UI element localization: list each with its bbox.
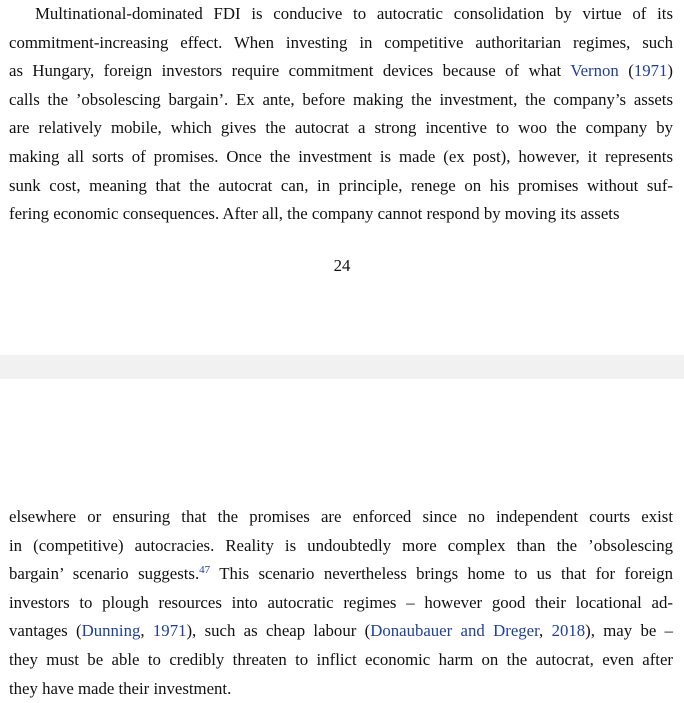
citation-link[interactable]: 1971 xyxy=(152,621,187,641)
paragraph-bottom-line xyxy=(9,503,673,532)
citation-link[interactable]: 2018 xyxy=(551,621,586,641)
text-run: ( xyxy=(618,61,634,81)
citation-link[interactable]: Vernon xyxy=(570,61,619,81)
footnote-marker[interactable]: 47 xyxy=(199,564,211,577)
text-run: This scenario nevertheless brings home to us that for foreign xyxy=(210,564,673,584)
text-run: investors to plough resources into autocratic regimes – however good their locational ad- xyxy=(9,592,673,612)
text-run: ), may be – xyxy=(585,621,674,641)
text-run: as Hungary, foreign investors require commitment devices because of what xyxy=(9,61,571,81)
paragraph-bottom-line xyxy=(9,532,673,561)
text-run: calls the ’obsolescing bargain’. Ex ante, before making the investment, the company’s assets xyxy=(9,89,673,109)
citation-link[interactable]: Dunning xyxy=(81,621,141,641)
text-run: , xyxy=(140,621,153,641)
text-run: they have made their investment. xyxy=(9,678,232,698)
text-run: Multinational-dominated FDI is conducive to autocratic consolidation by virtue of its xyxy=(35,4,673,23)
citation-link[interactable]: 1971 xyxy=(633,61,668,81)
text-run: elsewhere or ensuring that the promises are enforced since no independent courts exist xyxy=(9,507,673,526)
text-run: fering economic consequences. After all, the company cannot respond by moving its assets xyxy=(9,204,620,224)
text-run: in (competitive) autocracies. Reality is undoubtedly more complex than the ’obsolescing xyxy=(9,535,673,555)
page-number: 24 xyxy=(333,256,351,275)
paragraph-bottom-line xyxy=(9,560,673,589)
paragraph-bottom xyxy=(9,503,673,703)
text-run: they must be able to credibly threaten to inflict economic harm on the autocrat, even after xyxy=(9,649,673,669)
text-run: vantages ( xyxy=(9,621,82,641)
text-run: commitment-increasing effect. When investing in competitive authoritarian regimes, such xyxy=(9,32,673,52)
text-run: are relatively mobile, which gives the autocrat a strong incentive to woo the company by xyxy=(9,118,673,138)
text-run: bargain’ scenario suggests. xyxy=(9,564,200,584)
paragraph-bottom-line xyxy=(9,675,673,703)
text-run: sunk cost, meaning that the autocrat can, in principle, renege on his promises without suf- xyxy=(9,175,673,195)
text-run: ), such as cheap labour ( xyxy=(186,621,371,641)
paragraph-bottom-line xyxy=(9,589,673,618)
text-run: ) xyxy=(667,61,673,81)
paragraph-bottom-line xyxy=(9,646,673,675)
paragraph-bottom-line xyxy=(9,617,673,646)
citation-link[interactable]: Donaubauer and Dreger xyxy=(370,621,540,641)
text-run: , xyxy=(539,621,552,641)
text-run: making all sorts of promises. Once the investment is made (ex post), however, it represents xyxy=(9,146,673,166)
